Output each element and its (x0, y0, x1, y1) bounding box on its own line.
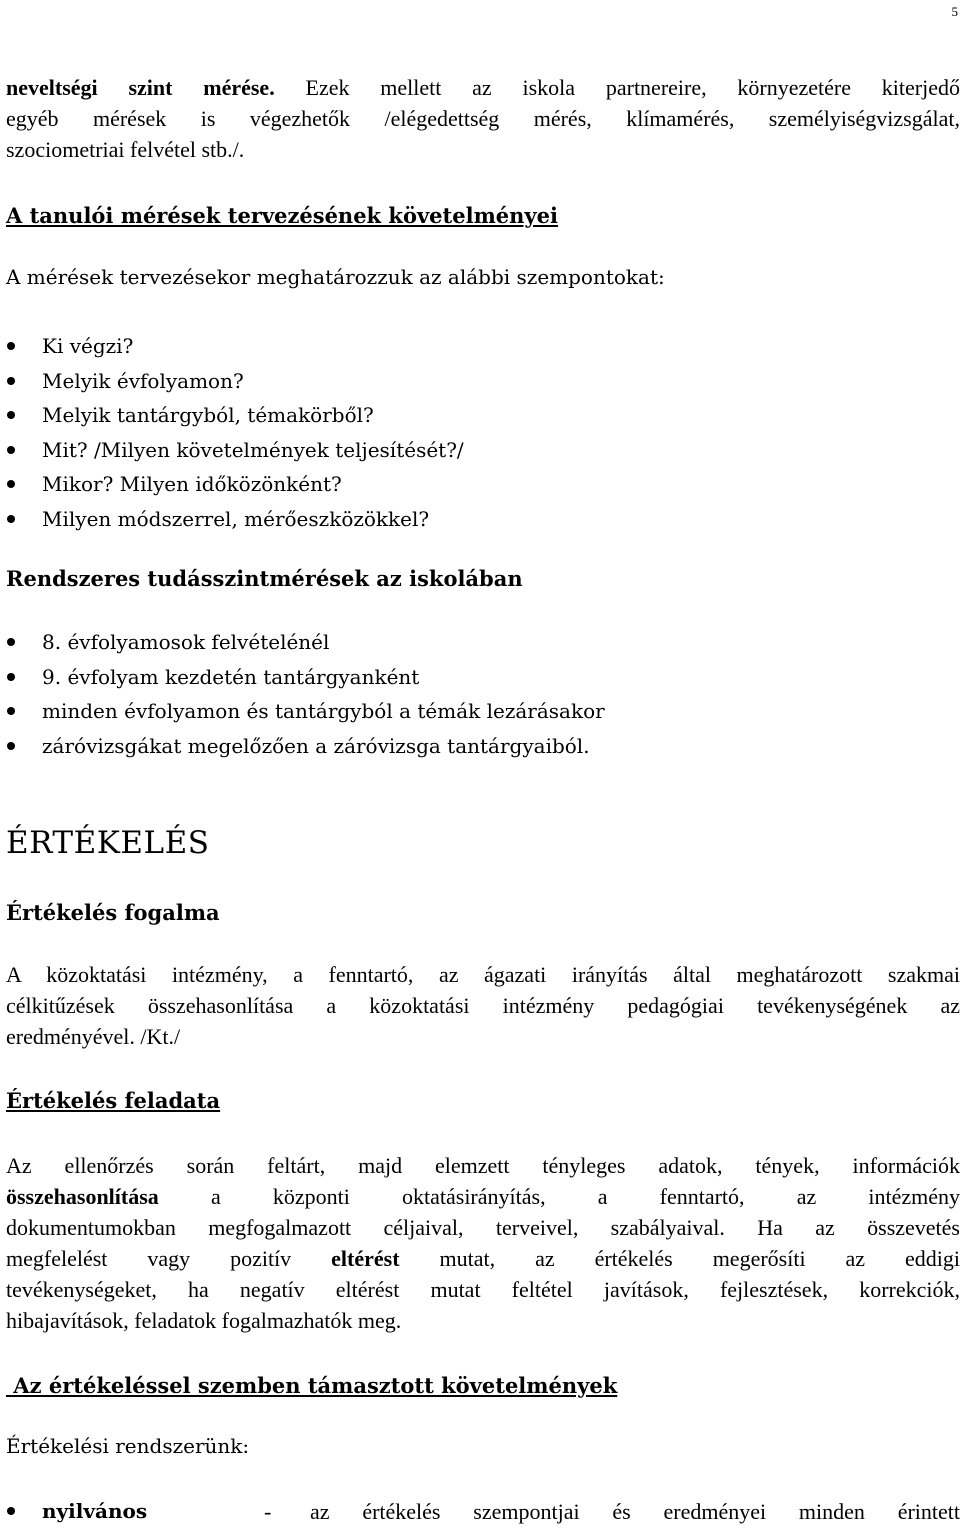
bullet-icon (7, 638, 15, 646)
list-item-text: Ki végzi? (42, 334, 134, 358)
last-item-term: nyilvános (42, 1499, 148, 1523)
bullet-icon (7, 480, 15, 488)
section1-heading: A tanulói mérések tervezésének követelményei (6, 203, 558, 228)
intro-line-1-rest: Ezek mellett az iskola partnereire, környezetére kiterjedő (274, 75, 960, 100)
bullet-icon (7, 446, 15, 454)
list-item (6, 660, 906, 695)
system-label-wrap (6, 1433, 249, 1459)
intro-bold-lead: neveltségi szint mérése. (6, 75, 275, 100)
intro-line-1 (6, 72, 960, 103)
section1-intro: A mérések tervezésekor meghatározzuk az alábbi szempontokat: (6, 265, 665, 289)
list-item (6, 364, 906, 399)
list-item-text: 9. évfolyam kezdetén tantárgyanként (42, 664, 420, 689)
task-line-4-bold: eltérést (331, 1246, 400, 1271)
section2-list (6, 625, 906, 763)
list-item-text: Melyik évfolyamon? (42, 368, 244, 393)
list-item (6, 467, 906, 502)
concept-heading: Értékelés fogalma (6, 900, 220, 925)
requirements-heading: Az értékeléssel szemben támasztott követelmények (6, 1373, 618, 1398)
task-line-2-bold: összehasonlítása (6, 1184, 159, 1209)
list-item (6, 502, 906, 537)
concept-heading-wrap (6, 897, 220, 928)
list-item-text: Mikor? Milyen időközönként? (42, 472, 342, 496)
bullet-icon (7, 1507, 15, 1515)
concept-line-1: A közoktatási intézmény, a fenntartó, az ágazati irányítás által meghatározott szakmai (6, 962, 960, 987)
bullet-icon (7, 742, 15, 750)
document-page (6, 0, 960, 1531)
evaluation-title-wrap (6, 823, 209, 863)
list-item (6, 625, 906, 660)
task-line-4 (6, 1243, 960, 1274)
list-item (6, 433, 906, 468)
intro-line-3: szociometriai felvétel stb./. (6, 137, 245, 162)
task-heading-wrap (6, 1085, 220, 1116)
concept-line-3: eredményével. /Kt./ (6, 1024, 181, 1049)
task-paragraph (6, 1150, 960, 1336)
concept-line-2: célkitűzések összehasonlítása a közoktatási intézmény pedagógiai tevékenységének az (6, 993, 960, 1018)
task-line-2 (6, 1181, 960, 1212)
bullet-icon (7, 707, 15, 715)
list-item-text: záróvizsgákat megelőzően a záróvizsga tantárgyaiból. (42, 733, 590, 758)
bullet-icon (7, 673, 15, 681)
task-line-2-rest: a központi oktatásirányítás, a fenntartó, az intézmény (158, 1184, 960, 1209)
last-item-dash: - (264, 1499, 272, 1524)
last-list-item (6, 1496, 960, 1530)
section2-heading: Rendszeres tudásszintmérések az iskolában (6, 566, 523, 591)
list-item-text: minden évfolyamon és tantárgyból a témák lezárásakor (42, 699, 605, 723)
task-line-5: tevékenységeket, ha negatív eltérést mutat feltétel javítások, fejlesztések, korrekciók, (6, 1277, 960, 1302)
section2-heading-wrap (6, 563, 523, 594)
section1-heading-wrap (6, 200, 558, 231)
intro-paragraph (6, 72, 960, 165)
task-line-4-pre: megfelelést vagy pozitív (6, 1246, 332, 1271)
list-item-text: Melyik tantárgyból, témakörből? (42, 403, 374, 427)
last-item-text: az értékelés szempontjai és eredményei minden érintett (310, 1499, 960, 1524)
page-number: 5 (951, 4, 958, 19)
concept-paragraph (6, 959, 960, 1052)
task-line-6: hibajavítások, feladatok fogalmazhatók meg. (6, 1308, 402, 1333)
list-item-text: Milyen módszerrel, mérőeszközökkel? (42, 506, 430, 531)
system-label: Értékelési rendszerünk: (6, 1434, 250, 1458)
section1-list (6, 329, 906, 536)
list-item-text: Mit? /Milyen követelmények teljesítését?/ (42, 437, 464, 462)
task-line-1: Az ellenőrzés során feltárt, majd elemzett tényleges adatok, tények, információk (6, 1153, 960, 1178)
list-item (6, 398, 906, 433)
section1-intro-wrap (6, 264, 665, 290)
bullet-icon (7, 515, 15, 523)
requirements-heading-wrap (6, 1370, 617, 1401)
task-heading: Értékelés feladata (6, 1088, 221, 1113)
list-item (6, 729, 906, 764)
task-line-3: dokumentumokban megfogalmazott céljaival, terveivel, szabályaival. Ha az összevetés (6, 1215, 960, 1240)
intro-line-2: egyéb mérések is végezhetők /elégedettség mérés, klímamérés, személyiségvizsgálat, (6, 106, 960, 131)
evaluation-title: ÉRTÉKELÉS (6, 825, 210, 861)
task-line-4-post: mutat, az értékelés megerősíti az eddigi (399, 1246, 960, 1271)
list-item (6, 694, 906, 729)
bullet-icon (7, 377, 15, 385)
bullet-icon (7, 411, 15, 419)
list-item (6, 329, 906, 364)
list-item-text: 8. évfolyamosok felvételénél (42, 630, 330, 654)
bullet-icon (7, 342, 15, 350)
